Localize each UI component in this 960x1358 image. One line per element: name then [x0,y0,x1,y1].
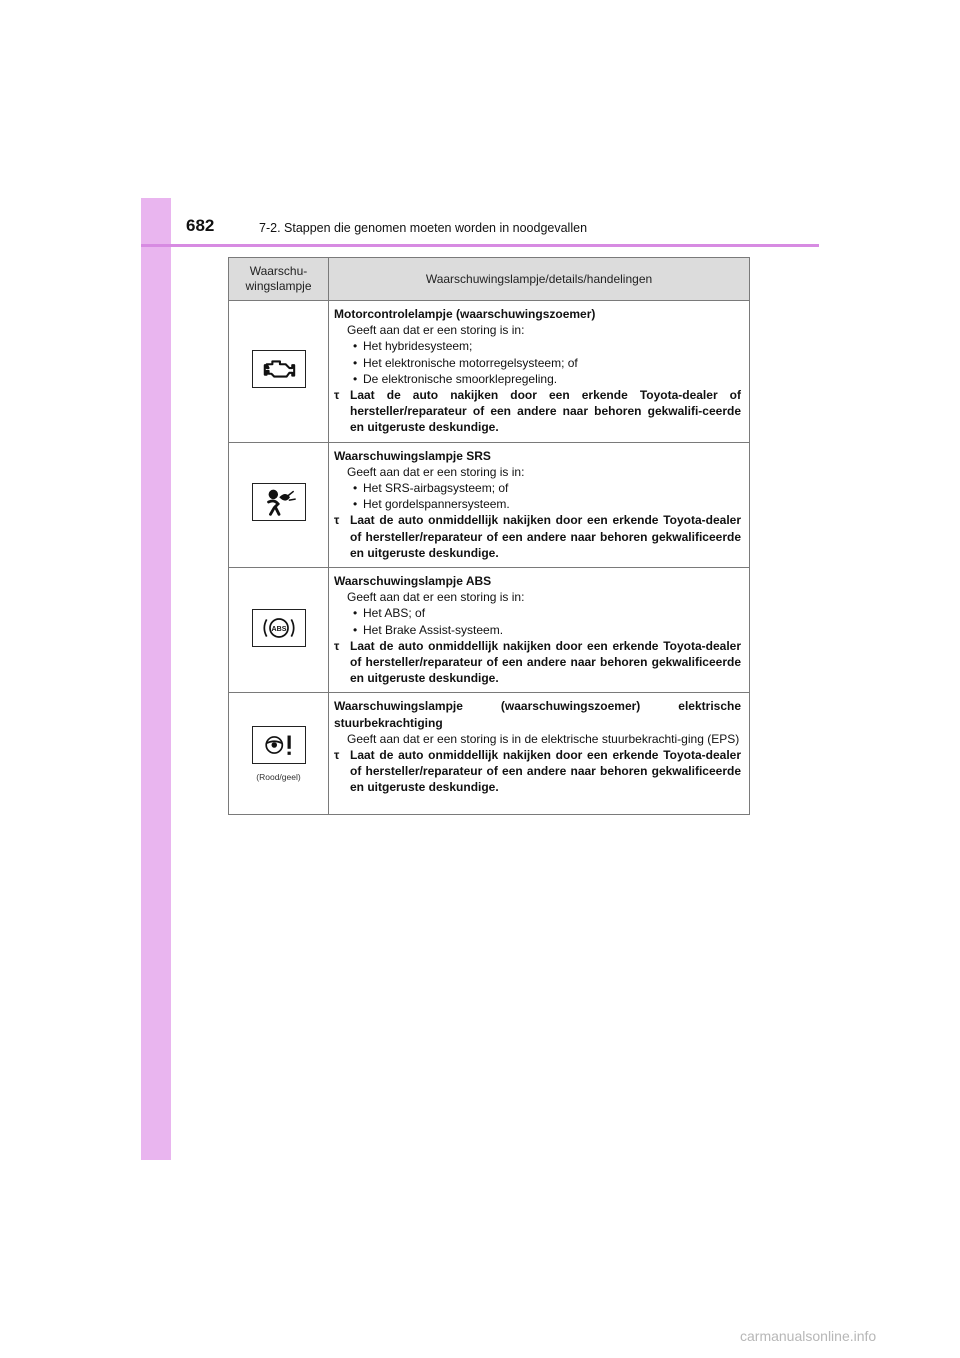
action-text: Laat de auto onmiddellijk nakijken door een erkende Toyota-dealer of hersteller/reparateur of een andere naar behoren gekwalificeerde en uitgeruste deskundige. [350,513,741,560]
lamp-title: Waarschuwingslampje SRS [334,448,491,463]
bullet-item: • Het SRS-airbagsysteem; of [347,480,741,496]
abs-icon [252,609,306,647]
action-text: Laat de auto onmiddellijk nakijken door een erkende Toyota-dealer of hersteller/reparateur of een andere naar behoren gekwalificeerde en uitgeruste deskundige. [350,638,741,686]
description-cell [329,301,750,443]
icon-color-note: (Rood/geel) [256,771,301,782]
airbag-icon [252,483,306,521]
bullet-item: • Het hybridesysteem; [347,338,741,354]
table-row [229,442,750,567]
bullet-item: • De elektronische smoorklepregeling. [347,371,741,387]
table-row [229,568,750,693]
engine-icon [252,350,306,388]
bullet-item: • Het ABS; of [347,605,741,621]
action-marker: τ [334,748,340,763]
action-marker: τ [334,513,340,528]
action-instruction [334,387,741,436]
action-instruction [334,512,741,561]
warning-lamps-table [228,257,750,815]
table-row [229,693,750,815]
column-header-details: Waarschuwingslampje/details/handelingen [329,258,750,301]
icon-cell [229,442,329,567]
icon-cell [229,693,329,815]
page-number: 682 [186,216,215,235]
lamp-title: Waarschuwingslampje ABS [334,574,492,589]
description-cell [329,693,750,815]
action-instruction [334,747,741,796]
lamp-title: Motorcontrolelampje (waarschuwingszoemer) [334,307,596,321]
table-header-row [229,258,750,301]
bullet-item: • Het gordelspannersysteem. [347,496,741,512]
header-divider [141,244,819,247]
description-cell [329,568,750,693]
section-title: 7-2. Stappen die genomen moeten worden in noodgevallen [259,221,588,235]
icon-cell [229,568,329,693]
lamp-intro: Geeft aan dat er een storing is in de elektrische stuurbekrachti-ging (EPS) [347,731,740,746]
action-marker: τ [334,388,340,403]
bullet-item: • Het Brake Assist-systeem. [347,622,741,638]
icon-cell [229,301,329,443]
lamp-title: Waarschuwingslampje (waarschuwingszoemer) elektrische stuurbekrachtiging [334,699,741,730]
lamp-intro: Geeft aan dat er een storing is in: [347,323,525,338]
table-row [229,301,750,443]
action-text: Laat de auto nakijken door een erkende Toyota-dealer of hersteller/reparateur of een andere naar behoren gekwalifi-ceerde en uitgeruste deskundige. [350,388,741,435]
action-text: Laat de auto onmiddellijk nakijken door een erkende Toyota-dealer of hersteller/reparateur of een andere naar behoren gekwalificeerde en uitgeruste deskundige. [350,748,741,795]
steering-warning-icon [252,726,306,764]
action-marker: τ [334,638,340,653]
watermark: carmanualsonline.info [740,1328,877,1344]
abs-icon-label: ABS [271,624,286,633]
bullet-item: • Het elektronische motorregelsysteem; of [347,355,741,371]
lamp-intro: Geeft aan dat er een storing is in: [347,464,525,479]
side-color-band [141,198,171,1160]
description-cell [329,442,750,567]
column-header-lamp: Waarschu- wingslampje [229,258,329,301]
lamp-intro: Geeft aan dat er een storing is in: [347,590,525,605]
action-instruction [334,638,741,687]
